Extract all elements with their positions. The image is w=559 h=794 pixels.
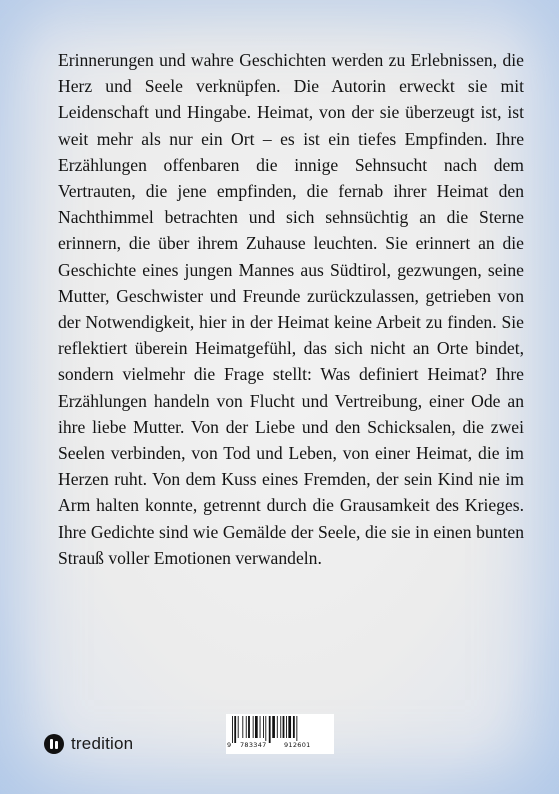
barcode-digits-left: 783347 bbox=[240, 741, 267, 749]
isbn-barcode bbox=[226, 714, 334, 754]
tredition-logo-icon bbox=[44, 734, 64, 754]
barcode-digits-right: 912601 bbox=[284, 741, 311, 749]
publisher-logo bbox=[44, 733, 133, 755]
barcode-digit-lead: 9 bbox=[227, 741, 232, 749]
blurb-text: Erinnerungen und wahre Geschichten werden zu Erlebnissen, die Herz und Seele verknüpfen. Die Autorin erweckt sie mit Leidenschaft und Hingabe. Heimat, von der sie überzeugt ist, ist weit mehr als nur ein Ort – es ist ein tiefes Empfinden. Ihre Erzählungen offenbaren die innige Sehnsucht nach dem Vertrauten, die jene empfinden, die fernab ihrer Heimat den Nachthimmel betrachten und sich sehnsüchtig an die Sterne erinnern, die über ihrem Zuhause leuchten. Sie erinnert an die Geschichte eines jungen Mannes aus Südtirol, gezwungen, seine Mutter, Geschwister und Freunde zurückzulassen, getrieben von der Notwendigkeit, hier in der Heimat keine Arbeit zu finden. Sie reflektiert überein Heimatgefühl, das sich nicht an Orte bindet, sondern vielmehr die Frage stellt: Was definiert Heimat? Ihre Erzählungen handeln von Flucht und Vertreibung, einer Ode an ihre liebe Mutter. Von der Liebe und den Schicksalen, die zwei Seelen verbinden, von Tod und Leben, von einer Heimat, die im Herzen ruht. Von dem Kuss eines Fremden, der sein Kind nie im Arm halten konnte, getrennt durch die Grausamkeit des Krieges. Ihre Gedichte sind wie Gemälde der Seele, die sie in einen bunten Strauß voller Emotionen verwandeln. bbox=[58, 50, 524, 568]
publisher-name: tredition bbox=[71, 734, 134, 753]
barcode-bars bbox=[230, 716, 330, 744]
